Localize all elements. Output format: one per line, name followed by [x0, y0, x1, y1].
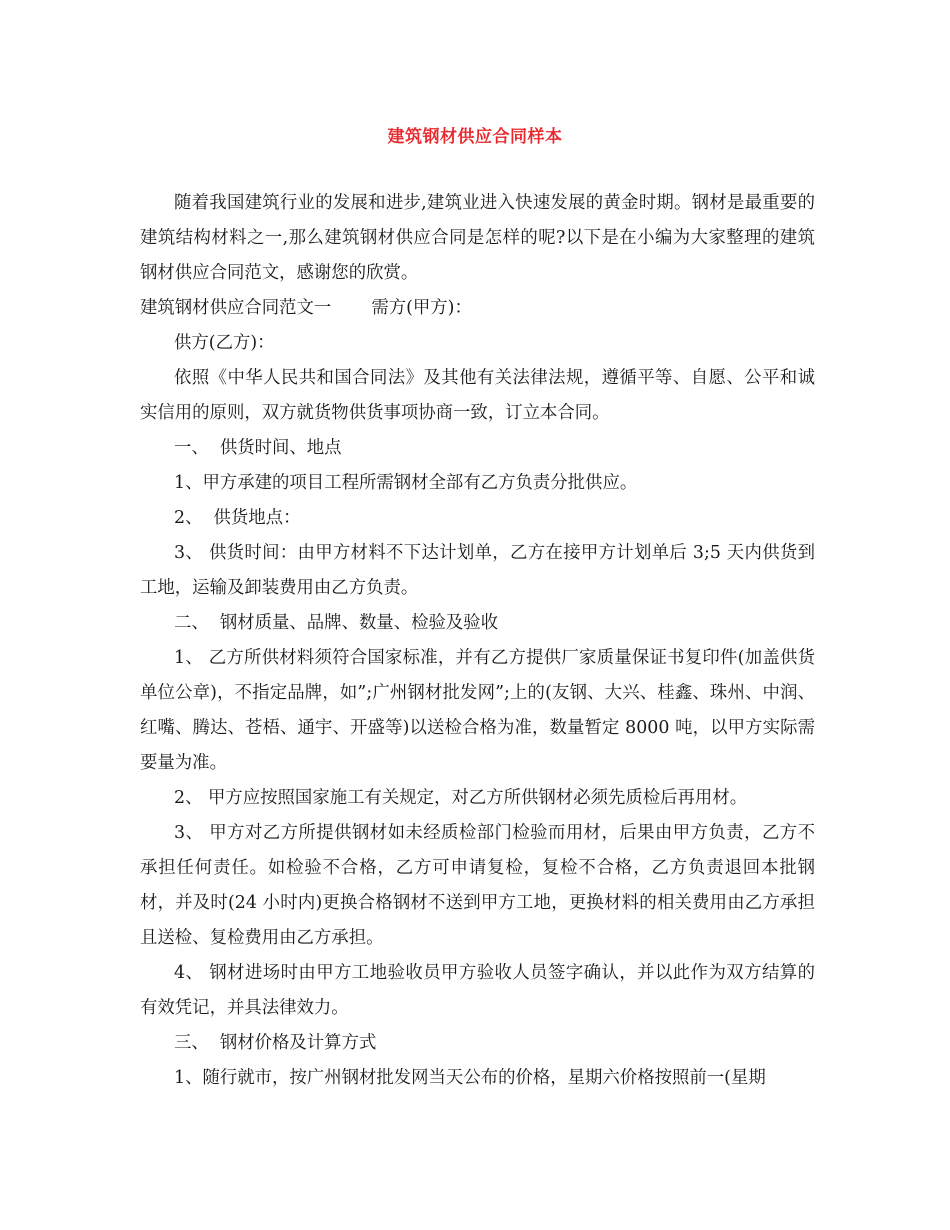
sample-heading-row: [140, 291, 815, 326]
section-1-item-3: 3、 供货时间：由甲方材料不下达计划单，乙方在接甲方计划单后 3;5 天内供货到工地，运输及卸装费用由乙方负责。: [140, 543, 815, 598]
section-2-heading: 二、 钢材质量、品牌、数量、检验及验收: [174, 613, 499, 633]
preamble-paragraph: 依照《中华人民共和国合同法》及其他有关法律法规，遵循平等、自愿、公平和诚实信用的原则，双方就货物供货事项协商一致，订立本合同。: [140, 368, 815, 423]
party-b-label: 供方(乙方)：: [174, 333, 275, 353]
section-2-item-1: 1、 乙方所供材料须符合国家标准，并有乙方提供厂家质量保证书复印件(加盖供货单位公章)，不指定品牌，如”;广州钢材批发网”;上的(友钢、大兴、桂鑫、珠州、中润、红嘴、腾达、苍梧、通宇、开盛等)以送检合格为准，数量暂定 8000 吨，以甲方实际需要量为准。: [140, 648, 815, 773]
section-2-item-4: 4、 钢材进场时由甲方工地验收员甲方验收人员签字确认，并以此作为双方结算的有效凭记，并具法律效力。: [140, 963, 815, 1018]
section-1-item-2: 2、 供货地点：: [174, 508, 301, 528]
intro-paragraph: 随着我国建筑行业的发展和进步,建筑业进入快速发展的黄金时期。钢材是最重要的建筑结构材料之一,那么建筑钢材供应合同是怎样的呢?以下是在小编为大家整理的建筑钢材供应合同范文，感谢您的欣赏。: [140, 193, 815, 283]
section-3-heading: 三、 钢材价格及计算方式: [174, 1033, 377, 1053]
section-1-heading: 一、 供货时间、地点: [174, 438, 342, 458]
section-3-item-1: 1、随行就市，按广州钢材批发网当天公布的价格，星期六价格按照前一(星期: [174, 1068, 766, 1088]
section-1-item-1: 1、甲方承建的项目工程所需钢材全部有乙方负责分批供应。: [174, 473, 638, 493]
sample-heading: 建筑钢材供应合同范文一: [140, 298, 332, 318]
document-title: 建筑钢材供应合同样本: [387, 127, 563, 147]
section-2-item-3: 3、 甲方对乙方所提供钢材如未经质检部门检验而用材，后果由甲方负责，乙方不承担任何责任。如检验不合格，乙方可申请复检，复检不合格，乙方负责退回本批钢材，并及时(24 小时内)更换合格钢材不送到甲方工地，更换材料的相关费用由乙方承担且送检、复检费用由乙方承担。: [140, 823, 815, 948]
document-body: [140, 186, 815, 1096]
section-2-item-2: 2、 甲方应按照国家施工有关规定，对乙方所供钢材必须先质检后再用材。: [174, 788, 748, 808]
party-a-label: 需方(甲方)：: [371, 298, 472, 318]
